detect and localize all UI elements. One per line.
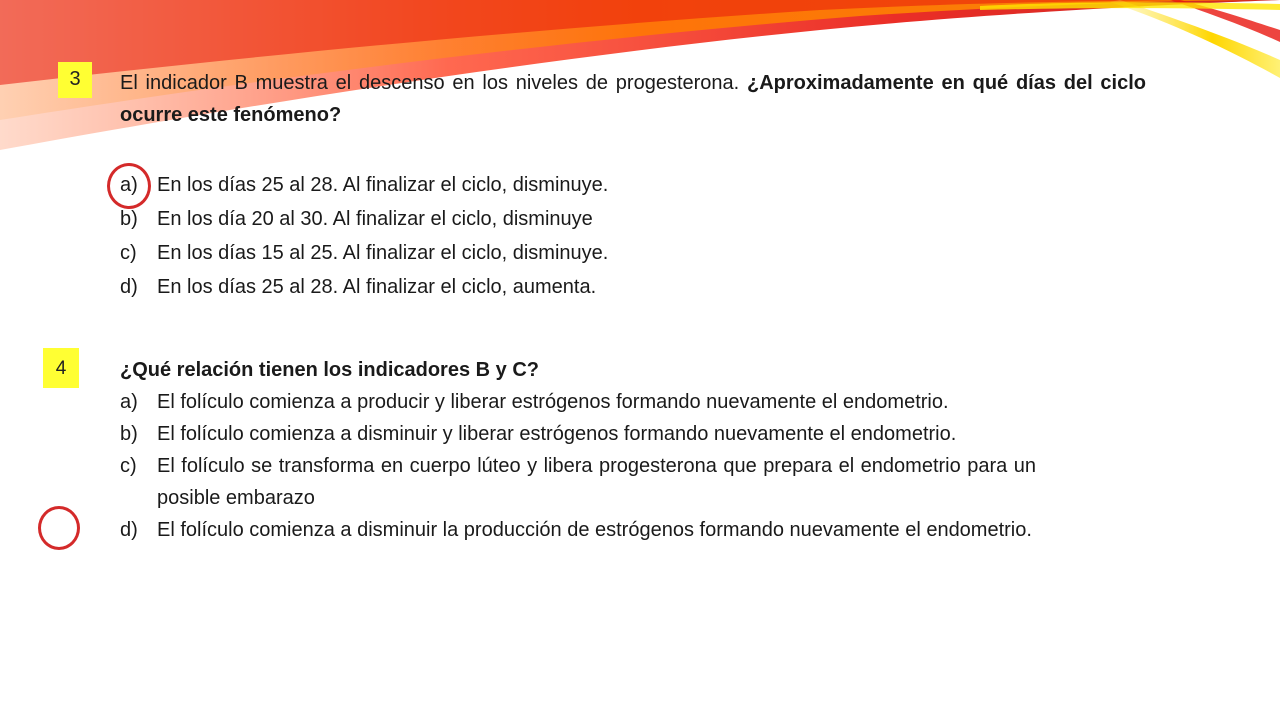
option-letter: b): [120, 208, 138, 230]
option-letter: b): [120, 423, 138, 445]
option-c[interactable]: [120, 450, 1036, 514]
question-number-badge: 4: [43, 348, 79, 388]
option-a[interactable]: [120, 386, 1036, 418]
option-letter: d): [120, 519, 138, 541]
question-3: [120, 67, 1146, 304]
option-text: El folículo se transforma en cuerpo lúteo y libera progesterona que prepara el endometrio para un posible embarazo: [157, 455, 1036, 509]
option-letter: c): [120, 455, 137, 477]
option-text: El folículo comienza a producir y liberar estrógenos formando nuevamente el endometrio.: [157, 391, 949, 413]
option-a[interactable]: [120, 168, 1146, 202]
option-d[interactable]: [120, 514, 1036, 546]
option-letter: a): [120, 174, 138, 196]
option-c[interactable]: [120, 236, 1146, 270]
option-text: En los días 25 al 28. Al finalizar el ciclo, disminuye.: [157, 174, 609, 196]
option-text: El folículo comienza a disminuir y liberar estrógenos formando nuevamente el endometrio.: [157, 423, 957, 445]
option-letter: d): [120, 276, 138, 298]
question-stem: [120, 67, 1146, 131]
empty-circle-mark: [38, 506, 80, 550]
option-letter: c): [120, 242, 137, 264]
question-4: [120, 354, 1036, 546]
option-b[interactable]: [120, 202, 1146, 236]
option-text: En los día 20 al 30. Al finalizar el ciclo, disminuye: [157, 208, 593, 230]
question-number-badge: 3: [58, 62, 92, 98]
option-text: En los días 15 al 25. Al finalizar el ciclo, disminuye.: [157, 242, 609, 264]
option-b[interactable]: [120, 418, 1036, 450]
options-list: [120, 168, 1146, 304]
answer-circle-mark: [107, 163, 151, 209]
question-stem: ¿Qué relación tienen los indicadores B y C?: [120, 359, 539, 381]
option-text: En los días 25 al 28. Al finalizar el ciclo, aumenta.: [157, 276, 597, 298]
question-stem-bold: ¿Aproximadamente en qué días del ciclo ocurre este fenómeno?: [120, 72, 1146, 126]
option-d[interactable]: [120, 270, 1146, 304]
options-list: [120, 386, 1036, 546]
option-text: El folículo comienza a disminuir la producción de estrógenos formando nuevamente el endometrio.: [157, 519, 1032, 541]
option-letter: a): [120, 391, 138, 413]
question-stem-text: El indicador B muestra el descenso en los niveles de progesterona.: [120, 72, 747, 94]
